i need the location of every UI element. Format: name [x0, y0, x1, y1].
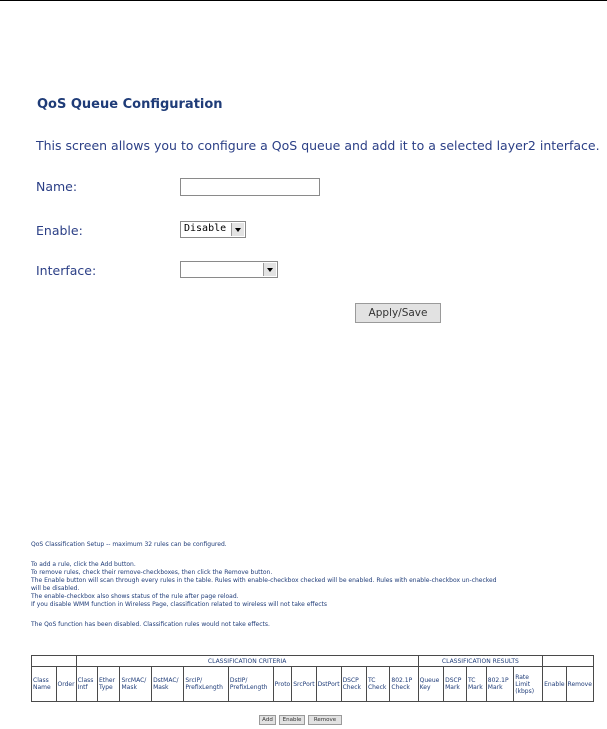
remove-button[interactable]: Remove	[308, 715, 342, 725]
page-title: QoS Queue Configuration	[37, 97, 223, 112]
column-header: Enable	[543, 667, 566, 702]
top-border	[0, 0, 607, 1]
criteria-group-header: CLASSIFICATION CRITERIA	[76, 656, 418, 667]
column-header: Proto	[273, 667, 292, 702]
classification-table	[31, 655, 594, 702]
instruction-line: To remove rules, check their remove-checkboxes, then click the Remove button.	[31, 569, 273, 576]
instruction-line: If you disable WMM function in Wireless Page, classification related to wireless will not take effects	[31, 601, 328, 608]
table-corner-cell	[32, 656, 77, 667]
column-header: SrcIP/ PrefixLength	[184, 667, 229, 702]
column-header: Ether Type	[97, 667, 120, 702]
column-header: DstMAC/ Mask	[152, 667, 184, 702]
instruction-line: The enable-checkbox also shows status of the rule after page reload.	[31, 593, 239, 600]
column-header: TC Mark	[466, 667, 486, 702]
instruction-line: The Enable button will scan through every rules in the table. Rules with enable-checkbox checked will be enabled. Rules with enable-checkbox un-checked	[31, 577, 497, 584]
column-header: DSCP Mark	[444, 667, 467, 702]
add-button[interactable]: Add	[259, 715, 276, 725]
column-header: TC Check	[366, 667, 389, 702]
instruction-line: To add a rule, click the Add button.	[31, 561, 136, 568]
column-header: SrcMAC/ Mask	[120, 667, 152, 702]
name-input[interactable]	[180, 178, 320, 196]
table-corner-cell	[543, 656, 594, 667]
column-header: DstIP/ PrefixLength	[228, 667, 273, 702]
interface-label: Interface:	[36, 263, 97, 278]
apply-save-button[interactable]: Apply/Save	[355, 303, 441, 323]
enable-select-value: Disable	[184, 223, 227, 234]
enable-button[interactable]: Enable	[279, 715, 305, 725]
results-group-header: CLASSIFICATION RESULTS	[418, 656, 542, 667]
instruction-line: will be disabled.	[31, 585, 80, 592]
column-header: SrcPort	[292, 667, 316, 702]
column-header: Remove	[566, 667, 593, 702]
column-header: DSCP Check	[341, 667, 366, 702]
name-label: Name:	[36, 179, 78, 194]
qos-disabled-note: The QoS function has been disabled. Classification rules would not take effects.	[31, 621, 270, 628]
interface-select[interactable]	[180, 261, 278, 278]
column-header: Queue Key	[418, 667, 443, 702]
column-header: 802.1P Mark	[486, 667, 513, 702]
classification-setup-note: QoS Classification Setup -- maximum 32 rules can be configured.	[31, 541, 227, 548]
column-header: Order	[56, 667, 76, 702]
column-header: Class Intf	[76, 667, 97, 702]
enable-select[interactable]	[180, 221, 246, 238]
chevron-down-icon[interactable]	[231, 223, 244, 236]
column-header: Class Name	[32, 667, 57, 702]
page-description: This screen allows you to configure a QoS queue and add it to a selected layer2 interface.	[36, 138, 600, 153]
column-header: DstPort	[316, 667, 341, 702]
chevron-down-icon[interactable]	[263, 263, 276, 276]
column-header: 802.1P Check	[390, 667, 418, 702]
column-header: Rate Limit (kbps)	[514, 667, 543, 702]
enable-label: Enable:	[36, 223, 83, 238]
